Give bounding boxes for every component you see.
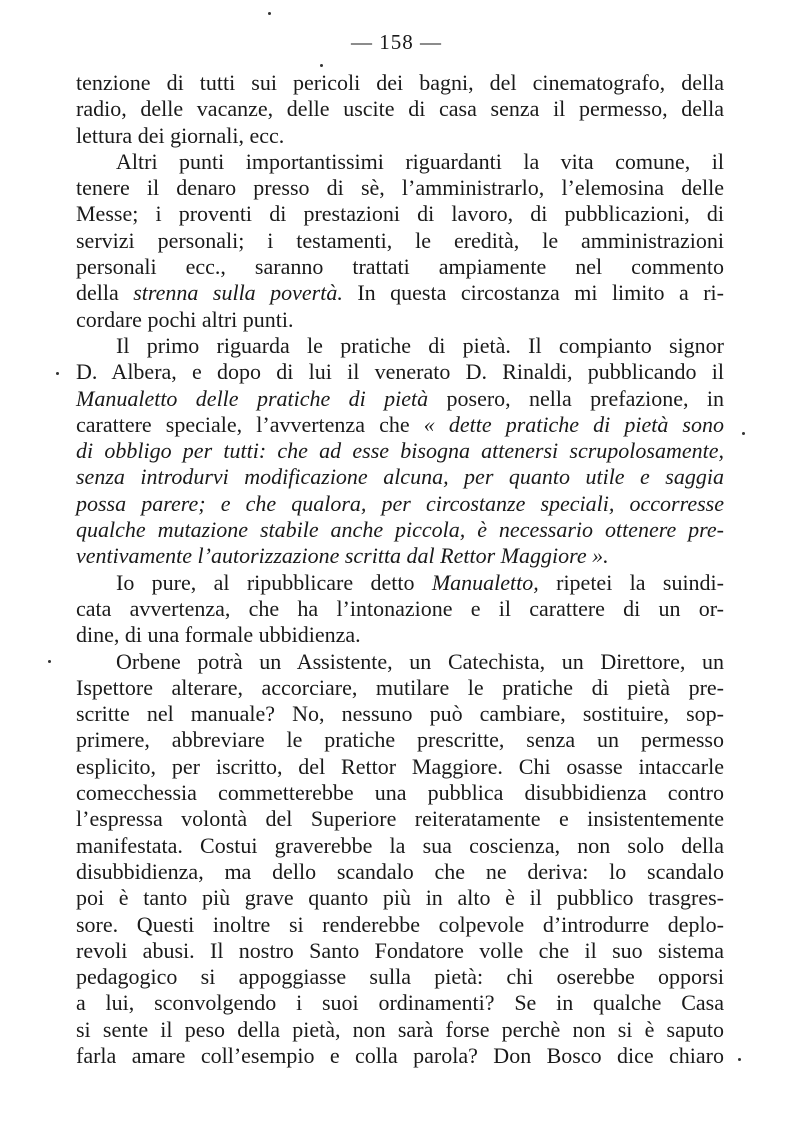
scan-speck xyxy=(742,432,745,435)
scan-speck xyxy=(268,12,271,15)
text-line: Il primo riguarda le pratiche di pietà. Il compianto signor xyxy=(116,332,724,358)
italic-run: Manualetto delle pratiche di pietà xyxy=(76,385,429,411)
text-line: a lui, sconvolgendo i suoi ordinamenti? Se in qualche Casa xyxy=(76,990,724,1016)
text-line: possa parere; e che qualora, per circostanze speciali, occorresse xyxy=(76,490,724,516)
text-line xyxy=(76,412,724,438)
italic-run: « dette pratiche di pietà sono xyxy=(423,411,724,437)
text-line: poi è tanto più grave quanto più in alto è il pubblico trasgres- xyxy=(76,885,724,911)
text-line: personali ecc., saranno trattati ampiamente nel commento xyxy=(76,254,724,280)
text-line: tenere il denaro presso di sè, l’amministrarlo, l’elemosina delle xyxy=(76,175,724,201)
text-line: manifestata. Costui graverebbe la sua coscienza, non solo della xyxy=(76,832,724,858)
text-line: Altri punti importantissimi riguardanti la vita comune, il xyxy=(116,148,724,174)
scan-speck xyxy=(48,660,51,663)
text-line: cata avvertenza, che ha l’intonazione e il carattere di un or- xyxy=(76,595,724,621)
italic-run: Manualetto, xyxy=(431,569,539,595)
text-line: esplicito, per iscritto, del Rettor Maggiore. Chi osasse intaccarle xyxy=(76,753,724,779)
text-run: Io pure, al ripubblicare detto xyxy=(116,569,432,595)
text-line: tenzione di tutti sui pericoli dei bagni, del cinematografo, della xyxy=(76,70,724,95)
text-line: radio, delle vacanze, delle uscite di casa senza il permesso, della xyxy=(76,96,724,122)
text-run: posero, nella prefazione, in xyxy=(428,385,724,411)
scan-speck xyxy=(738,1058,741,1061)
text-line: dine, di una formale ubbidienza. xyxy=(76,622,361,648)
text-line xyxy=(76,280,724,306)
text-line: cordare pochi altri punti. xyxy=(76,306,294,332)
text-line: ventivamente l’autorizzazione scritta dal Rettor Maggiore ». xyxy=(76,543,609,569)
italic-run: strenna sulla povertà. xyxy=(133,280,343,306)
text-line: qualche mutazione stabile anche piccola, è necessario ottenere pre- xyxy=(76,517,724,543)
text-line xyxy=(76,386,724,412)
text-run: carattere speciale, l’avvertenza che xyxy=(76,411,424,437)
text-line: servizi personali; i testamenti, le eredità, le amministrazioni xyxy=(76,227,724,253)
text-line: Orbene potrà un Assistente, un Catechista, un Direttore, un xyxy=(116,648,724,674)
text-line: Messe; i proventi di prestazioni di lavoro, di pubblicazioni, di xyxy=(76,201,724,227)
text-line: pedagogico si appoggiasse sulla pietà: chi oserebbe opporsi xyxy=(76,964,724,990)
text-line: revoli abusi. Il nostro Santo Fondatore volle che il suo sistema xyxy=(76,937,724,963)
body-text xyxy=(76,70,724,1069)
text-line: lettura dei giornali, ecc. xyxy=(76,122,285,148)
text-line: primere, abbreviare le pratiche prescritte, senza un permesso xyxy=(76,727,724,753)
scan-speck xyxy=(320,64,323,67)
text-line: sore. Questi inoltre si renderebbe colpevole d’introdurre deplo- xyxy=(76,911,724,937)
text-line: scritte nel manuale? No, nessuno può cambiare, sostituire, sop- xyxy=(76,701,724,727)
text-line xyxy=(76,570,724,596)
page-number: — 158 — xyxy=(351,30,442,54)
text-line: farla amare coll’esempio e colla parola? Don Bosco dice chiaro xyxy=(76,1042,724,1068)
text-line: di obbligo per tutti: che ad esse bisogna attenersi scrupolosamente, xyxy=(76,438,724,464)
text-line: comecchessia commetterebbe una pubblica disubbidienza contro xyxy=(76,780,724,806)
text-run: In questa circostanza mi limito a ri- xyxy=(342,280,724,306)
text-run: della xyxy=(76,280,134,306)
scan-speck xyxy=(56,372,59,375)
text-line: D. Albera, e dopo di lui il venerato D. Rinaldi, pubblicando il xyxy=(76,359,724,385)
text-line: si sente il peso della pietà, non sarà forse perchè non si è saputo xyxy=(76,1016,724,1042)
text-run: ripetei la suindi- xyxy=(538,569,724,595)
text-line: disubbidienza, ma dello scandalo che ne deriva: lo scandalo xyxy=(76,858,724,884)
text-line: senza introdurvi modificazione alcuna, per quanto utile e saggia xyxy=(76,464,724,490)
text-line: l’espressa volontà del Superiore reiteratamente e insistentemente xyxy=(76,806,724,832)
text-line: Ispettore alterare, accorciare, mutilare le pratiche di pietà pre- xyxy=(76,674,724,700)
